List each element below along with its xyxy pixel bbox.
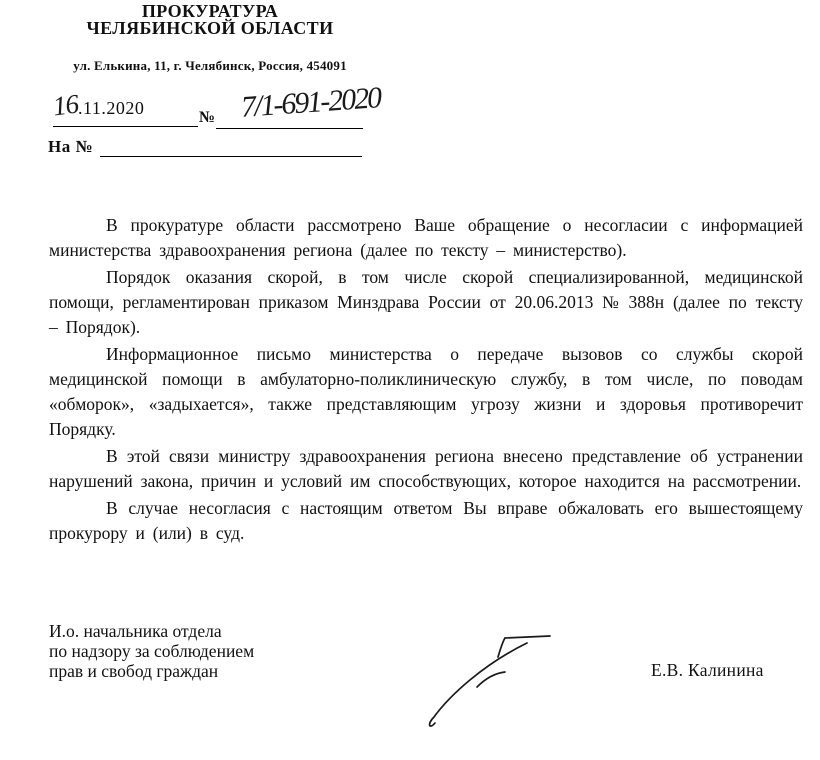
date-underline (53, 126, 198, 127)
body-paragraph: В этой связи министру здравоохранения региона внесено представление об устранении нарушений закона, причин и условий им способствующих, которое находится на рассмотрении. (49, 446, 803, 491)
handwritten-date-day: 16 (51, 88, 80, 122)
letterhead (0, 3, 420, 74)
reply-number-underline (100, 156, 362, 157)
org-name-line1: ПРОКУРАТУРА (141, 1, 279, 21)
body-paragraph: Информационное письмо министерства о передаче вызовов со службы скорой медицинской помощи в амбулаторно-поликлиническую службу, в том числе, по поводам «обморок», «задыхается», также представляющим угрозу жизни и здоровья противоречит Порядку. (49, 344, 803, 439)
number-underline (216, 128, 363, 129)
signer-position (49, 621, 254, 681)
org-name-line2: ЧЕЛЯБИНСКОЙ ОБЛАСТИ (86, 18, 334, 38)
signer-position-line: прав и свобод граждан (49, 661, 219, 681)
letter-body (49, 213, 803, 548)
number-label: № (199, 109, 216, 126)
body-paragraph: В прокуратуре области рассмотрено Ваше обращение о несогласии с информацией министерства здравоохранения региона (далее по тексту – министерство). (49, 215, 803, 260)
typed-date: .11.2020 (78, 98, 145, 118)
signer-name: Е.В. Калинина (651, 660, 764, 680)
handwritten-signature (428, 626, 568, 734)
signer-position-line: по надзору за соблюдением (49, 641, 255, 661)
reply-to-number-label: На № (48, 137, 94, 156)
handwritten-ref-number: 7/1-691-2020 (239, 81, 382, 124)
signer-position-line: И.о. начальника отдела (49, 621, 222, 641)
body-paragraph: В случае несогласия с настоящим ответом Вы вправе обжаловать его вышестоящему прокурору и (или) в суд. (49, 498, 803, 543)
org-address: ул. Елькина, 11, г. Челябинск, Россия, 454091 (73, 58, 347, 73)
body-paragraph: Порядок оказания скорой, в том числе скорой специализированной, медицинской помощи, регламентирован приказом Минздрава России от 20.06.2013 № 388н (далее по тексту – Порядок). (49, 267, 803, 337)
date-row (53, 90, 144, 121)
